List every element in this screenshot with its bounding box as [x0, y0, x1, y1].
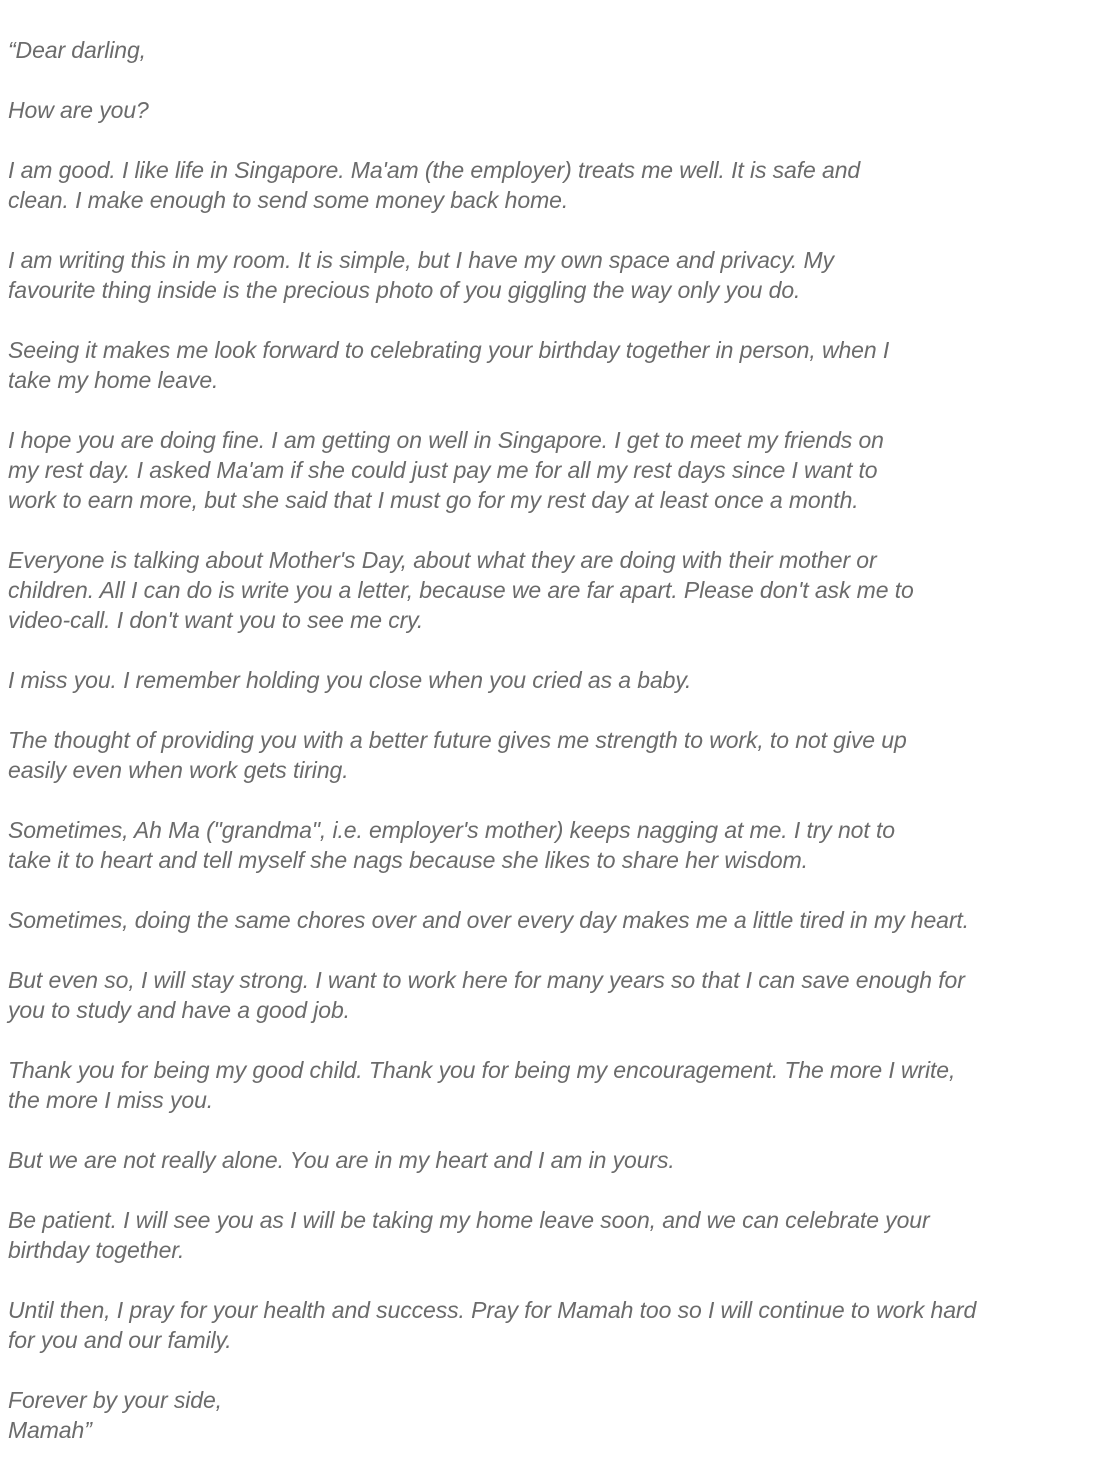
letter-paragraph: Everyone is talking about Mother's Day, about what they are doing with their mother or children. All I can do is write you a letter, because we are far apart. Please don't ask me to video-call. I don't want you to see me cry.	[8, 547, 914, 633]
letter-paragraph: How are you?	[8, 97, 149, 123]
signature: Mamah”	[8, 1417, 92, 1443]
letter-paragraph: I am good. I like life in Singapore. Ma'am (the employer) treats me well. It is safe and clean. I make enough to send some money back home.	[8, 157, 861, 213]
greeting: “Dear darling,	[8, 37, 146, 63]
letter-closing	[8, 1385, 1090, 1445]
letter-paragraph: But we are not really alone. You are in my heart and I am in yours.	[8, 1147, 675, 1173]
letter-paragraph: Thank you for being my good child. Thank you for being my encouragement. The more I write, the more I miss you.	[8, 1057, 956, 1113]
letter-paragraph: I hope you are doing fine. I am getting on well in Singapore. I get to meet my friends on my rest day. I asked Ma'am if she could just pay me for all my rest days since I want to work to earn more, but she said that I must go for my rest day at least once a month.	[8, 427, 884, 513]
letter-paragraph: Seeing it makes me look forward to celebrating your birthday together in person, when I take my home leave.	[8, 337, 890, 393]
letter-paragraph: Sometimes, doing the same chores over and over every day makes me a little tired in my heart.	[8, 907, 969, 933]
letter-paragraph: But even so, I will stay strong. I want to work here for many years so that I can save enough for you to study and have a good job.	[8, 967, 965, 1023]
letter-paragraph: Until then, I pray for your health and success. Pray for Mamah too so I will continue to work hard for you and our family.	[8, 1297, 977, 1353]
letter-body	[8, 35, 1090, 1445]
signoff: Forever by your side,	[8, 1387, 222, 1413]
letter-paragraph: Be patient. I will see you as I will be taking my home leave soon, and we can celebrate your birthday together.	[8, 1207, 930, 1263]
letter-paragraph: I am writing this in my room. It is simple, but I have my own space and privacy. My favourite thing inside is the precious photo of you giggling the way only you do.	[8, 247, 834, 303]
letter-paragraph: I miss you. I remember holding you close when you cried as a baby.	[8, 667, 692, 693]
letter-paragraph: The thought of providing you with a better future gives me strength to work, to not give up easily even when work gets tiring.	[8, 727, 907, 783]
letter-paragraph: Sometimes, Ah Ma ("grandma", i.e. employer's mother) keeps nagging at me. I try not to take it to heart and tell myself she nags because she likes to share her wisdom.	[8, 817, 895, 873]
